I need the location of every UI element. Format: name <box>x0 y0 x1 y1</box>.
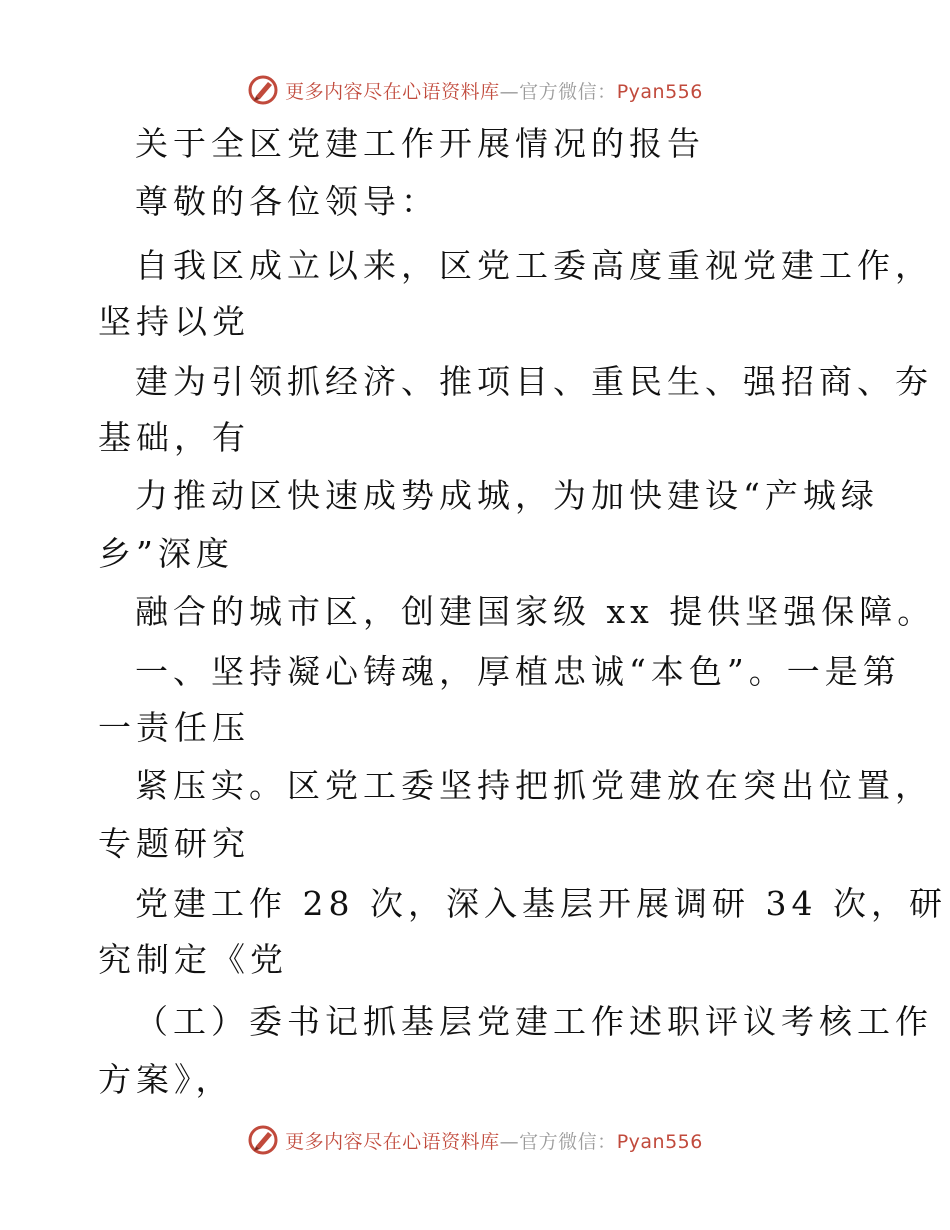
paragraph-line: 专题研究 <box>98 824 250 863</box>
header-banner-text <box>285 77 703 104</box>
header-banner-wechat-id: Pyan556 <box>616 80 703 103</box>
footer-banner-main: 更多内容尽在心语资料库 <box>285 1130 500 1153</box>
paragraph-line: 一责任压 <box>98 708 250 747</box>
paragraph-line: 建为引领抓经济、推项目、重民生、强招商、夯 <box>135 362 933 401</box>
footer-banner-dash: — <box>499 1130 520 1153</box>
pen-logo-icon <box>247 1124 279 1156</box>
paragraph-line: 融合的城市区，创建国家级 xx 提供坚强保障。 <box>135 592 936 631</box>
footer-banner-text <box>285 1127 703 1154</box>
pen-logo-icon <box>247 74 279 106</box>
document-title: 关于全区党建工作开展情况的报告 <box>135 124 705 163</box>
header-banner-main: 更多内容尽在心语资料库 <box>285 80 500 103</box>
paragraph-line: 方案》， <box>98 1060 234 1099</box>
paragraph-line: 力推动区快速成势成城，为加快建设“产城绿 <box>135 476 879 515</box>
section-heading-line: 一、坚持凝心铸魂，厚植忠诚“本色”。一是第 <box>135 652 901 691</box>
paragraph-line: 乡”深度 <box>98 534 234 573</box>
paragraph-line: 坚持以党 <box>98 302 250 341</box>
footer-banner-wechat-id: Pyan556 <box>616 1130 703 1153</box>
paragraph-line: 自我区成立以来，区党工委高度重视党建工作， <box>135 246 933 285</box>
paragraph-line: （工）委书记抓基层党建工作述职评议考核工作 <box>135 1002 933 1041</box>
header-banner-dash: — <box>499 80 520 103</box>
paragraph-line: 究制定《党 <box>98 940 288 979</box>
header-banner-wechat-label: 官方微信： <box>519 80 617 103</box>
paragraph-line: 基础，有 <box>98 418 250 457</box>
header-banner <box>0 70 950 110</box>
footer-banner <box>0 1120 950 1160</box>
paragraph-line: 紧压实。区党工委坚持把抓党建放在突出位置， <box>135 766 933 805</box>
salutation: 尊敬的各位领导： <box>135 182 439 221</box>
paragraph-line: 党建工作 28 次，深入基层开展调研 34 次，研 <box>135 884 947 923</box>
footer-banner-wechat-label: 官方微信： <box>519 1130 617 1153</box>
